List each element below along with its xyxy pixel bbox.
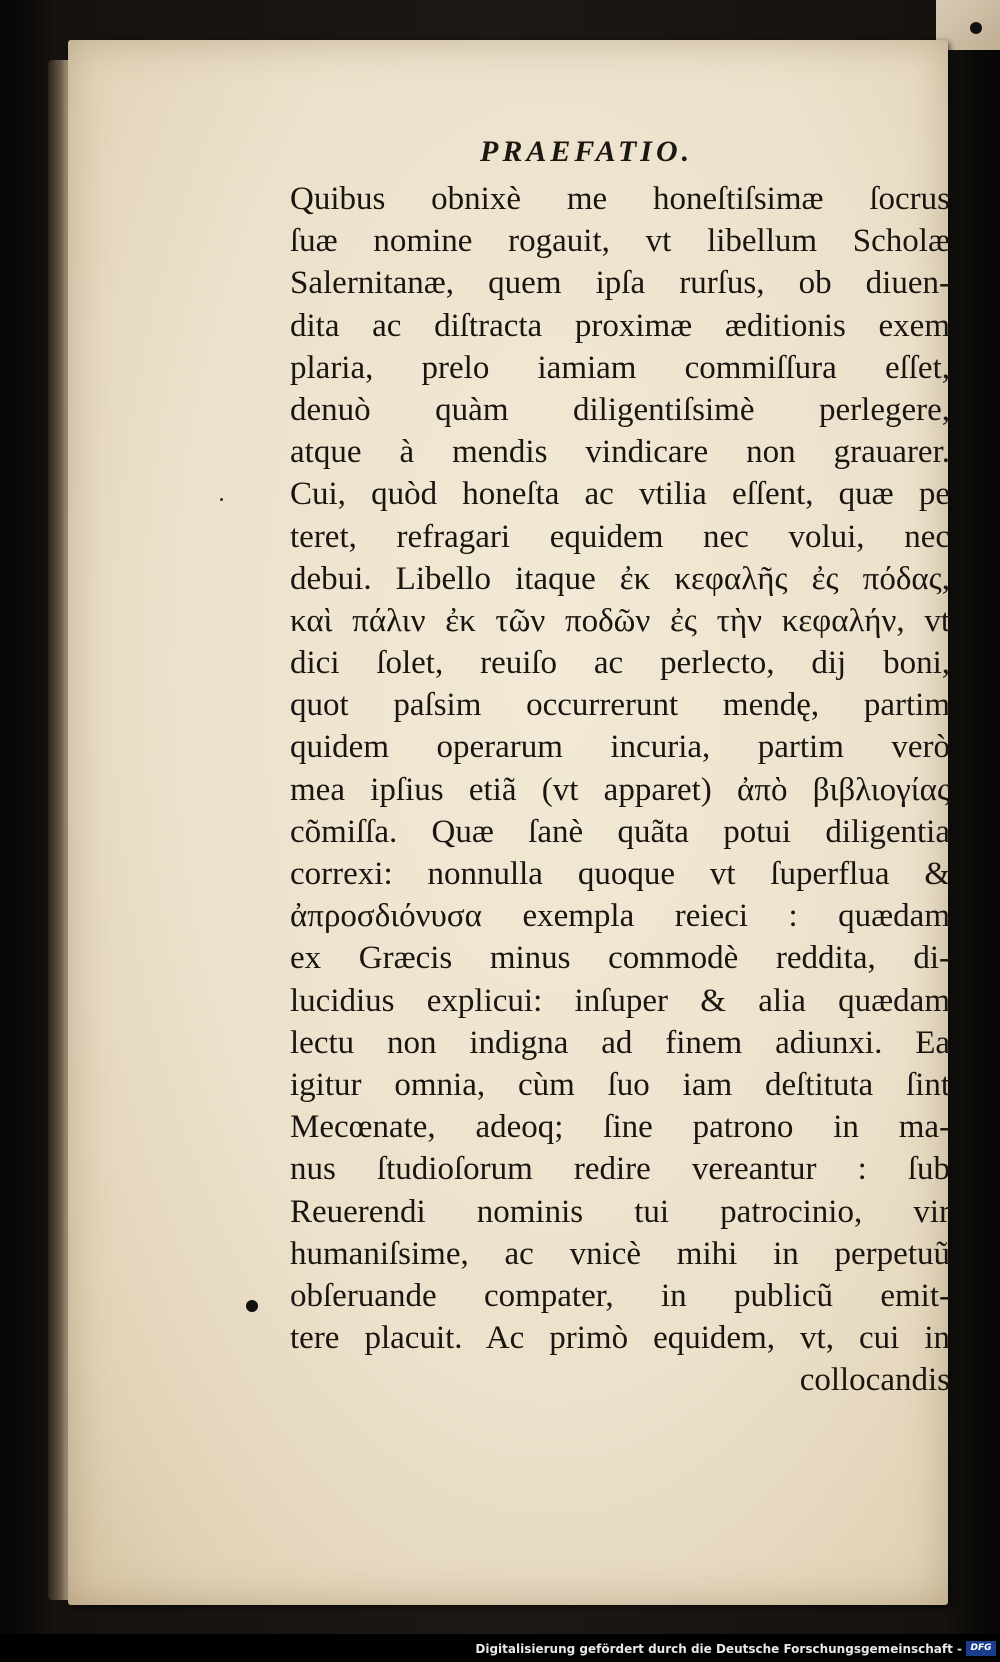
text-line: Mecœnate, adeoq; ſine patrono in ma-: [290, 1109, 950, 1146]
text-line: καὶ πάλιν ἐκ τῶν ποδῶν ἐς τὴν κεφαλήν, vt: [290, 602, 950, 639]
text-line: Cui, quòd honeſta ac vtilia eſſent, quæ pe: [290, 476, 950, 513]
text-line: quot paſsim occurrerunt mendę, partim: [290, 687, 950, 724]
text-line: ex Græcis minus commodè reddita, di-: [290, 940, 950, 977]
footer-bar: [0, 1634, 1000, 1662]
book-spine-edge: [48, 60, 70, 1600]
text-line: obſeruande compater, in publicũ emit-: [290, 1277, 950, 1314]
text-line: nus ſtudioſorum redire vereantur : ſub: [290, 1151, 950, 1188]
dfg-logo-icon: DFG: [966, 1641, 996, 1656]
text-line: ſuæ nomine rogauit, vt libellum Scholæ: [290, 223, 950, 260]
text-line: tere placuit. Ac primò equidem, vt, cui in: [290, 1320, 950, 1357]
page-body-text: [290, 178, 950, 1401]
text-line: plaria, prelo iamiam commiſſura eſſet,: [290, 349, 950, 386]
text-line: quidem operarum incuria, partim verò: [290, 729, 950, 766]
text-line: mea ipſius etiã (vt apparet) ἀπὸ βιβλιογίας: [290, 771, 950, 808]
text-line: ἀπροσδιόνυσα exempla reieci : quædam: [290, 898, 950, 935]
text-line: debui. Libello itaque ἐκ κεφαλῆς ἐς πόδας,: [290, 560, 950, 597]
margin-dot-icon: [246, 1300, 258, 1312]
text-line: dici ſolet, reuiſo ac perlecto, dij boni,: [290, 645, 950, 682]
text-line: correxi: nonnulla quoque vt ſuperflua &: [290, 856, 950, 892]
text-line: Quibus obnixè me honeſtiſsimæ ſocrus: [290, 181, 950, 217]
text-line: denuò quàm diligentiſsimè perlegere,: [290, 391, 950, 428]
text-line: lectu non indigna ad finem adiunxi. Ea: [290, 1024, 950, 1061]
text-line: igitur omnia, cùm ſuo iam deſtituta ſint: [290, 1066, 950, 1103]
text-line: Reuerendi nominis tui patrocinio, vir: [290, 1193, 950, 1230]
corner-hole-icon: [970, 22, 982, 34]
text-line: dita ac diſtracta proximæ æditionis exem: [290, 307, 950, 344]
text-line: cõmiſſa. Quæ ſanè quãta potui diligentia: [290, 813, 950, 850]
margin-speck-icon: [220, 498, 223, 501]
catchword: collocandis: [799, 1362, 950, 1399]
text-line: humaniſsime, ac vnicè mihi in perpetuũ: [290, 1235, 950, 1272]
text-line: atque à mendis vindicare non grauarer.: [290, 434, 950, 471]
text-line: Salernitanæ, quem ipſa rurſus, ob diuen-: [290, 265, 950, 302]
running-head: PRAEFATIO.: [480, 135, 694, 168]
text-line: lucidius explicui: inſuper & alia quædam: [290, 982, 950, 1019]
text-line: teret, refragari equidem nec volui, nec: [290, 518, 950, 555]
funding-credit: Digitalisierung gefördert durch die Deutsche Forschungsgemeinschaft -: [475, 1642, 962, 1656]
